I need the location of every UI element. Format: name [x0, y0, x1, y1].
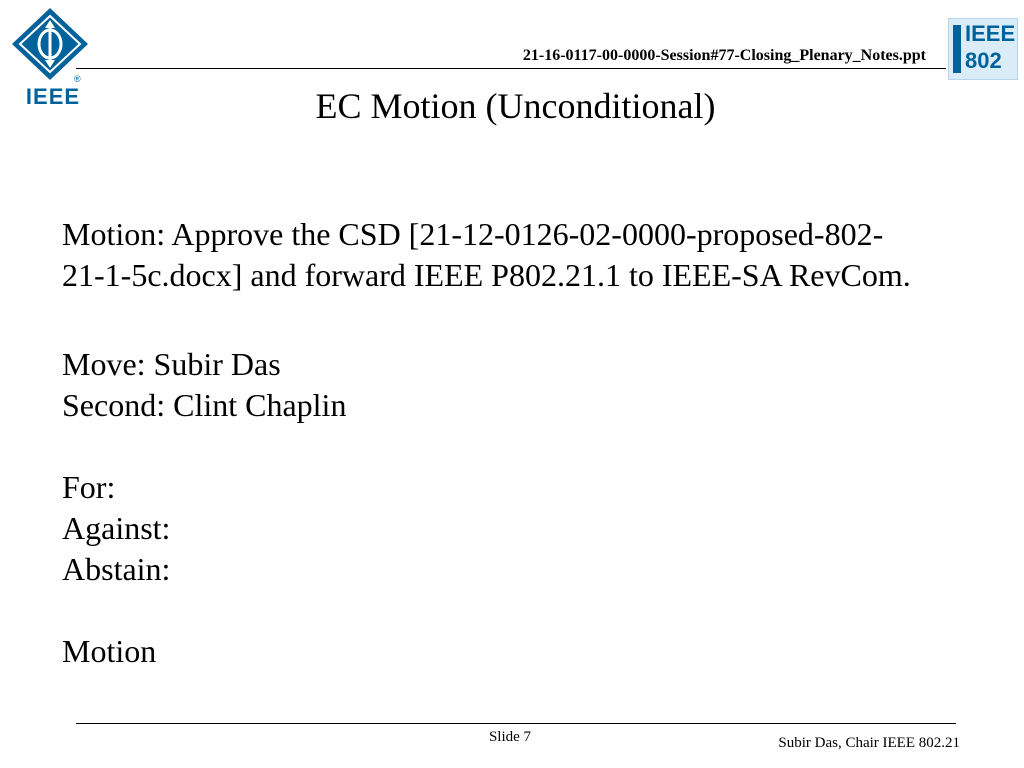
logo-802-bar [953, 25, 961, 73]
slide-title: EC Motion (Unconditional) [315, 86, 716, 126]
vote-against: Against: [62, 510, 171, 546]
slide-number: Slide 7 [488, 729, 532, 745]
header-divider [76, 68, 946, 69]
registered-mark: ® [74, 74, 81, 84]
ieee-diamond-icon [8, 6, 92, 86]
ieee-logo-text: IEEE [25, 84, 81, 109]
ieee-802-logo [948, 18, 1018, 80]
mover: Move: Subir Das [62, 346, 281, 382]
motion-result: Motion [62, 633, 157, 669]
seconder: Second: Clint Chaplin [62, 387, 347, 423]
footer-divider [76, 723, 956, 724]
footer-author: Subir Das, Chair IEEE 802.21 [778, 735, 960, 751]
logo-802-line1: IEEE [965, 21, 1016, 46]
document-id: 21-16-0117-00-0000-Session#77-Closing_Plenary_Notes.ppt [522, 47, 926, 64]
motion-text-line1: Motion: Approve the CSD [21-12-0126-02-0000-proposed-802- [62, 216, 884, 252]
slide-body [62, 214, 992, 672]
motion-text-line2: 21-1-5c.docx] and forward IEEE P802.21.1 to IEEE-SA RevCom. [62, 257, 911, 293]
logo-802-line2: 802 [965, 48, 1002, 73]
vote-for: For: [62, 469, 116, 505]
vote-abstain: Abstain: [62, 551, 171, 587]
